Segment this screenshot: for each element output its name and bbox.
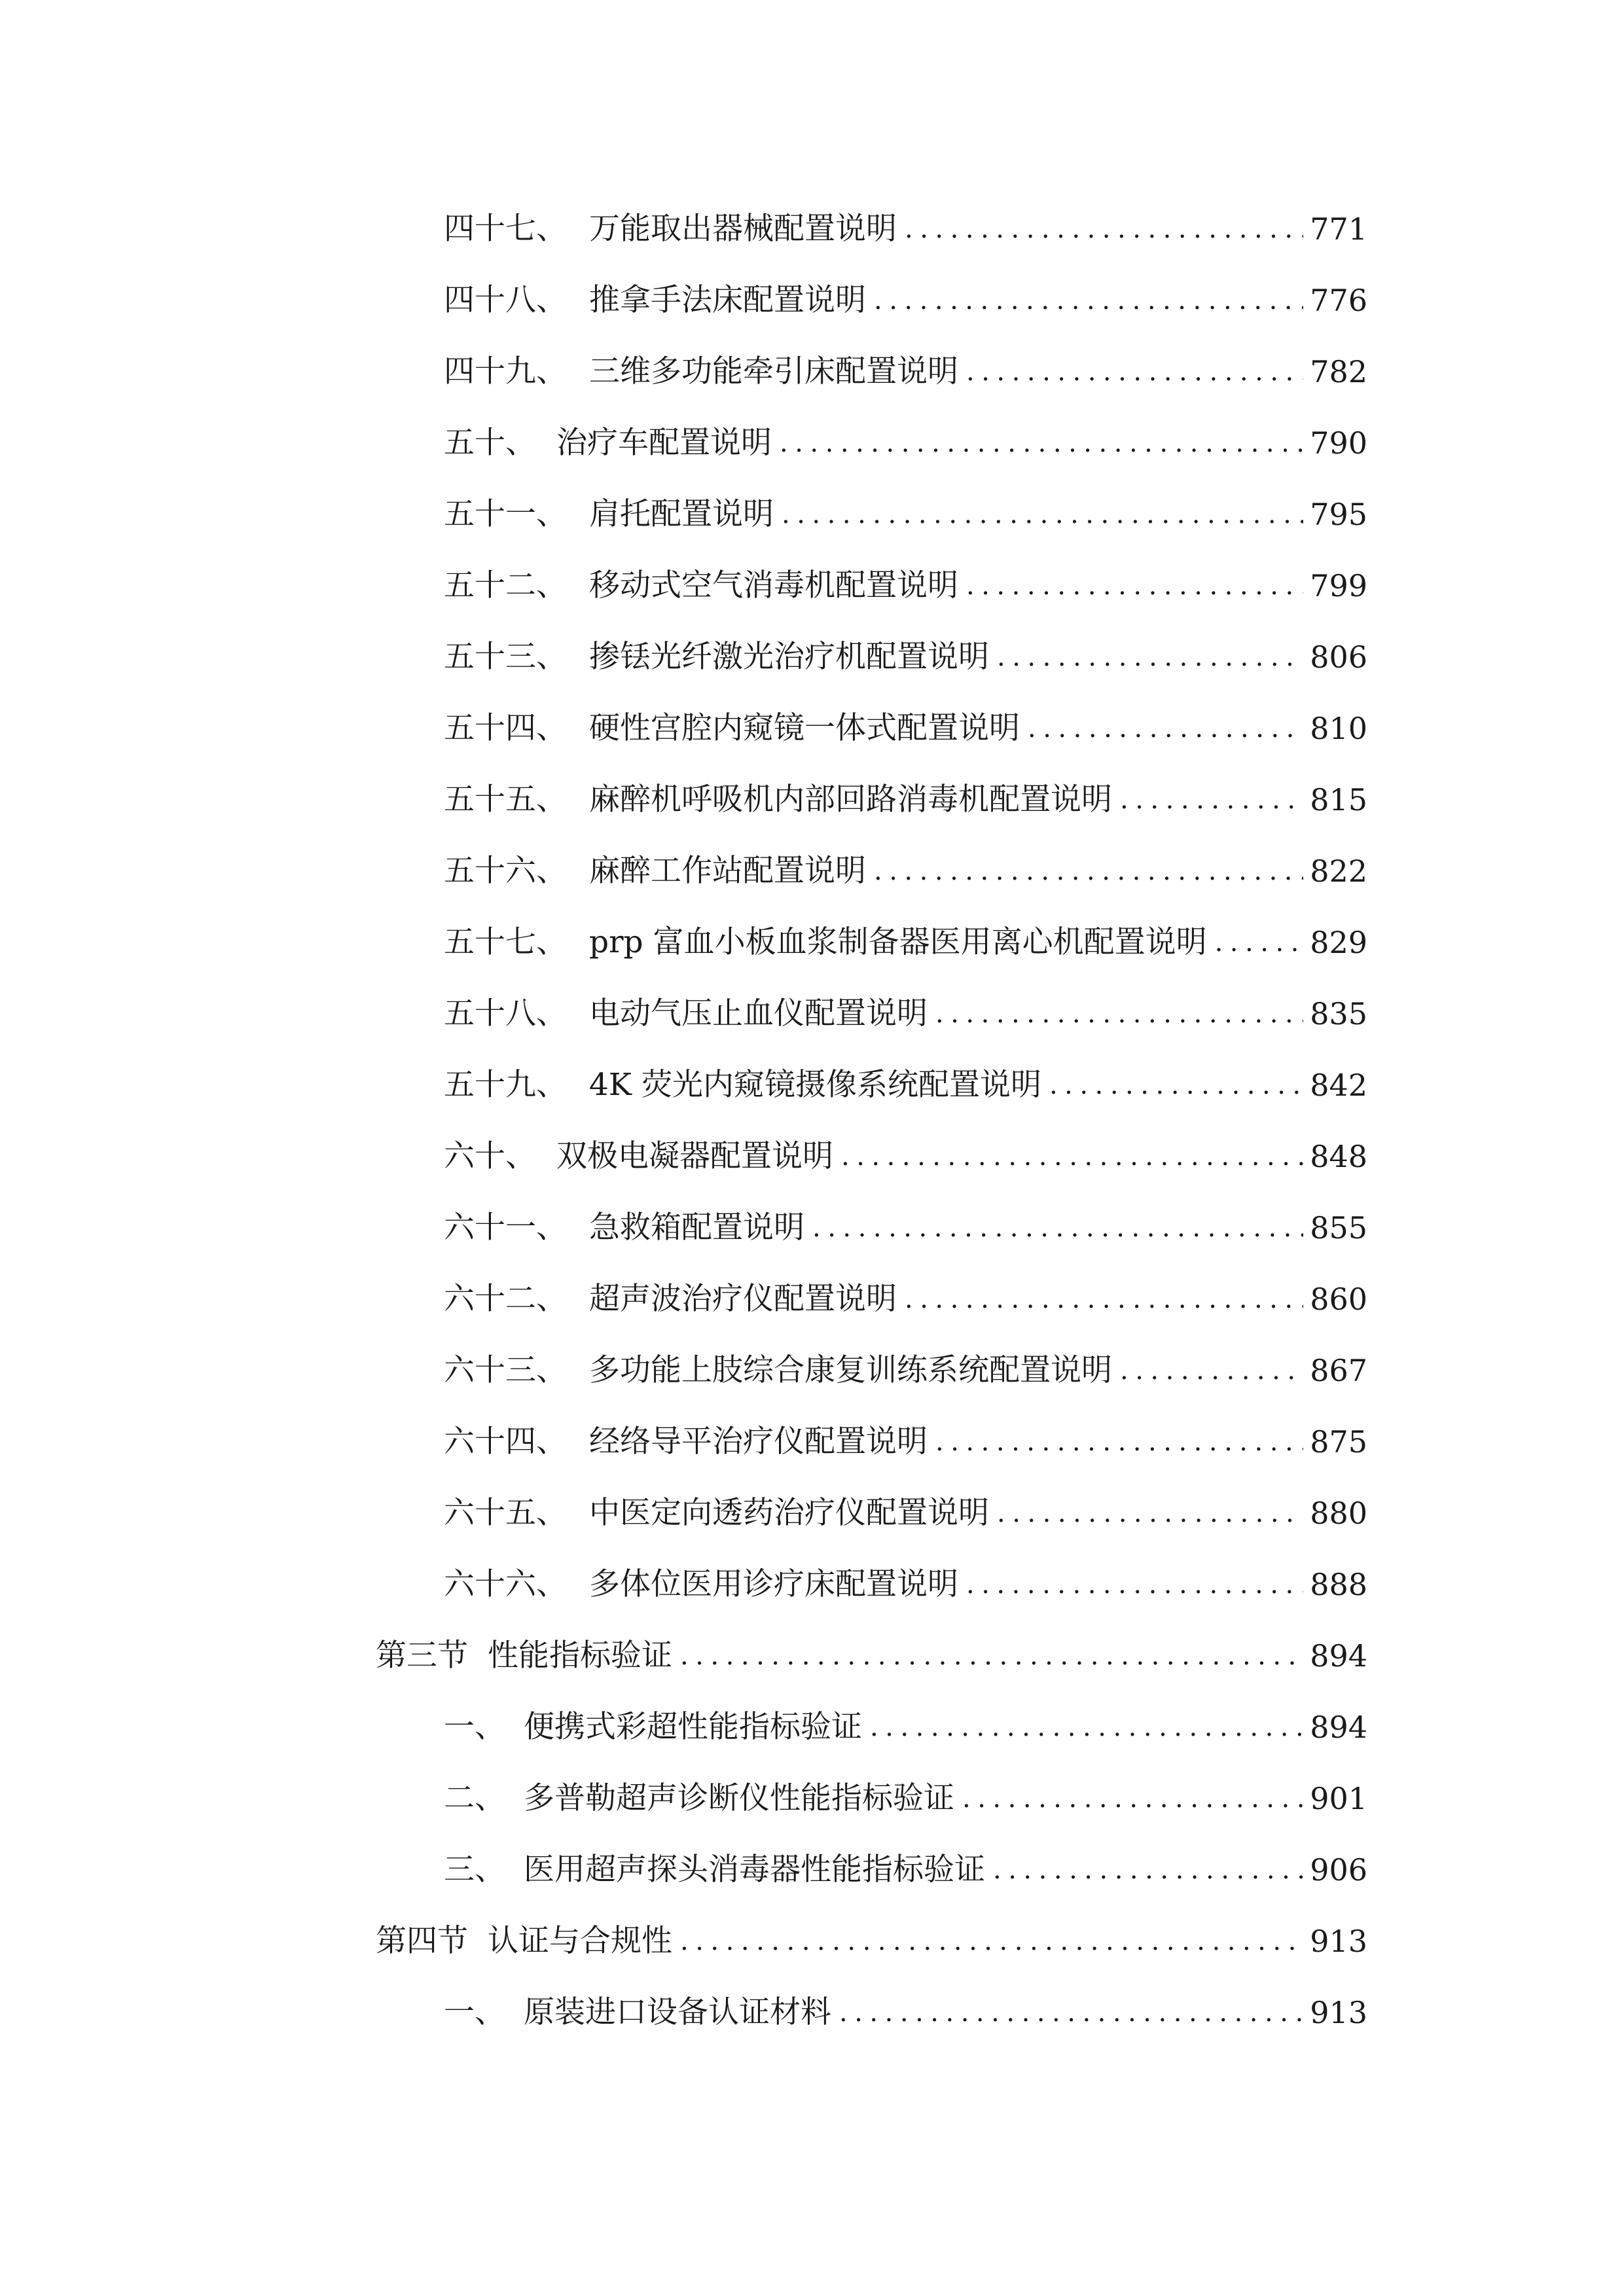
toc-entry[interactable] [444, 1202, 1367, 1254]
dot-leader [966, 560, 1303, 612]
entry-number: 一、 [444, 1709, 505, 1745]
toc-section-entry[interactable] [376, 1915, 1367, 1967]
dot-leader [997, 631, 1303, 683]
toc-entry[interactable] [444, 1701, 1367, 1753]
entry-page-number: 806 [1310, 639, 1367, 675]
entry-page-number: 842 [1310, 1067, 1367, 1103]
toc-entry[interactable] [444, 702, 1367, 755]
entry-number: 五十四、 [444, 710, 567, 746]
section-number: 第三节 [376, 1638, 468, 1674]
entry-title: 移动式空气消毒机配置说明 [589, 567, 958, 603]
entry-page-number: 894 [1310, 1638, 1367, 1674]
entry-title: 便携式彩超性能指标验证 [524, 1709, 862, 1745]
entry-page-number: 880 [1310, 1496, 1367, 1531]
entry-page-number: 860 [1310, 1282, 1367, 1317]
toc-entry[interactable] [444, 1772, 1367, 1825]
entry-title: 急救箱配置说明 [589, 1210, 804, 1246]
entry-number: 四十八、 [444, 282, 567, 318]
entry-page-number: 875 [1310, 1424, 1367, 1460]
entry-number: 五十九、 [444, 1067, 567, 1103]
entry-number: 五十二、 [444, 567, 567, 603]
entry-number: 二、 [444, 1780, 505, 1816]
entry-page-number: 913 [1310, 1924, 1367, 1959]
entry-title: 医用超声探头消毒器性能指标验证 [524, 1852, 985, 1888]
entry-number: 六十五、 [444, 1495, 567, 1531]
entry-number: 五十一、 [444, 496, 567, 532]
dot-leader [780, 417, 1303, 469]
entry-number: 六十三、 [444, 1352, 567, 1388]
toc-entry[interactable] [444, 845, 1367, 897]
entry-page-number: 771 [1310, 211, 1367, 247]
dot-leader [680, 1630, 1303, 1682]
dot-leader [905, 1273, 1303, 1325]
entry-title: 推拿手法床配置说明 [589, 282, 866, 318]
entry-number: 六十六、 [444, 1566, 567, 1602]
toc-entry[interactable] [444, 203, 1367, 255]
entry-title: 硬性宫腔内窥镜一体式配置说明 [589, 710, 1020, 746]
entry-number: 五十八、 [444, 996, 567, 1031]
dot-leader [905, 203, 1303, 255]
dot-leader [993, 1844, 1303, 1896]
entry-page-number: 782 [1310, 354, 1367, 389]
dot-leader [1120, 774, 1303, 826]
entry-title: 中医定向透药治疗仪配置说明 [589, 1495, 989, 1531]
dot-leader [874, 274, 1303, 327]
toc-entry[interactable] [444, 1273, 1367, 1325]
dot-leader [1049, 1059, 1303, 1111]
dot-leader [782, 488, 1303, 541]
entry-page-number: 894 [1310, 1710, 1367, 1745]
dot-leader [1215, 916, 1304, 969]
dot-leader [812, 1202, 1303, 1254]
entry-title: 万能取出器械配置说明 [589, 211, 897, 247]
dot-leader [966, 346, 1303, 398]
entry-title: 多普勒超声诊断仪性能指标验证 [524, 1780, 954, 1816]
entry-page-number: 888 [1310, 1567, 1367, 1602]
dot-leader [1028, 702, 1303, 755]
entry-title: 原装进口设备认证材料 [524, 1994, 831, 2030]
dot-leader [962, 1772, 1303, 1825]
toc-entry[interactable] [444, 1130, 1367, 1183]
toc-entry[interactable] [444, 1344, 1367, 1397]
entry-page-number: 776 [1310, 283, 1367, 318]
dot-leader [966, 1558, 1303, 1611]
toc-entry[interactable] [444, 560, 1367, 612]
entry-page-number: 815 [1310, 782, 1367, 817]
entry-page-number: 848 [1310, 1139, 1367, 1174]
entry-page-number: 855 [1310, 1210, 1367, 1246]
entry-page-number: 901 [1310, 1781, 1367, 1816]
entry-title: 治疗车配置说明 [556, 425, 772, 461]
entry-title: 经络导平治疗仪配置说明 [589, 1424, 928, 1460]
dot-leader [841, 1130, 1303, 1183]
toc-entry[interactable] [444, 916, 1367, 969]
dot-leader [874, 845, 1303, 897]
entry-page-number: 810 [1310, 711, 1367, 746]
toc-entry[interactable] [444, 1416, 1367, 1468]
entry-title: 麻醉机呼吸机内部回路消毒机配置说明 [589, 781, 1112, 817]
entry-number: 四十九、 [444, 353, 567, 389]
entry-title: 4K 荧光内窥镜摄像系统配置说明 [589, 1067, 1041, 1103]
entry-number: 四十七、 [444, 211, 567, 247]
entry-number: 六十一、 [444, 1210, 567, 1246]
entry-title: 三维多功能牵引床配置说明 [589, 353, 958, 389]
toc-entry[interactable] [444, 417, 1367, 469]
dot-leader [870, 1701, 1303, 1753]
entry-page-number: 799 [1310, 568, 1367, 603]
entry-number: 六十二、 [444, 1281, 567, 1317]
entry-page-number: 835 [1310, 996, 1367, 1031]
section-number: 第四节 [376, 1923, 468, 1959]
entry-title: 多体位医用诊疗床配置说明 [589, 1566, 958, 1602]
entry-title: 双极电凝器配置说明 [556, 1138, 833, 1174]
dot-leader [935, 1416, 1303, 1468]
section-title: 性能指标验证 [488, 1638, 672, 1674]
dot-leader [680, 1915, 1303, 1967]
toc-entry[interactable] [444, 1844, 1367, 1896]
toc-entry[interactable] [444, 1487, 1367, 1539]
toc-entry[interactable] [444, 346, 1367, 398]
toc-section-entry[interactable] [376, 1630, 1367, 1682]
entry-page-number: 906 [1310, 1852, 1367, 1888]
entry-page-number: 829 [1310, 925, 1367, 960]
entry-title: 多功能上肢综合康复训练系统配置说明 [589, 1352, 1112, 1388]
entry-number: 一、 [444, 1994, 505, 2030]
dot-leader [935, 988, 1303, 1040]
entry-number: 五十六、 [444, 853, 567, 889]
entry-title: 肩托配置说明 [589, 496, 774, 532]
toc-entry[interactable] [444, 1059, 1367, 1111]
toc-entry[interactable] [444, 274, 1367, 327]
toc-entry[interactable] [444, 631, 1367, 683]
entry-title: 麻醉工作站配置说明 [589, 853, 866, 889]
entry-number: 六十四、 [444, 1424, 567, 1460]
dot-leader [1120, 1344, 1303, 1397]
entry-page-number: 790 [1310, 425, 1367, 461]
entry-number: 五十五、 [444, 781, 567, 817]
toc-entry[interactable] [444, 488, 1367, 541]
dot-leader [997, 1487, 1303, 1539]
entry-page-number: 867 [1310, 1353, 1367, 1388]
entry-number: 五十七、 [444, 924, 567, 960]
entry-number: 五十三、 [444, 639, 567, 675]
entry-number: 六十、 [444, 1138, 536, 1174]
toc-entry[interactable] [444, 1986, 1367, 2039]
entry-title: 电动气压止血仪配置说明 [589, 996, 928, 1031]
entry-page-number: 822 [1310, 853, 1367, 889]
entry-title: 掺铥光纤激光治疗机配置说明 [589, 639, 989, 675]
dot-leader [839, 1986, 1303, 2039]
entry-number: 五十、 [444, 425, 536, 461]
toc-entry[interactable] [444, 1558, 1367, 1611]
toc-entry[interactable] [444, 988, 1367, 1040]
entry-title: 超声波治疗仪配置说明 [589, 1281, 897, 1317]
entry-number: 三、 [444, 1852, 505, 1888]
section-title: 认证与合规性 [488, 1923, 672, 1959]
entry-page-number: 795 [1310, 497, 1367, 532]
toc-entry[interactable] [444, 774, 1367, 826]
entry-title: prp 富血小板血浆制备器医用离心机配置说明 [589, 924, 1207, 960]
entry-page-number: 913 [1310, 1995, 1367, 2030]
